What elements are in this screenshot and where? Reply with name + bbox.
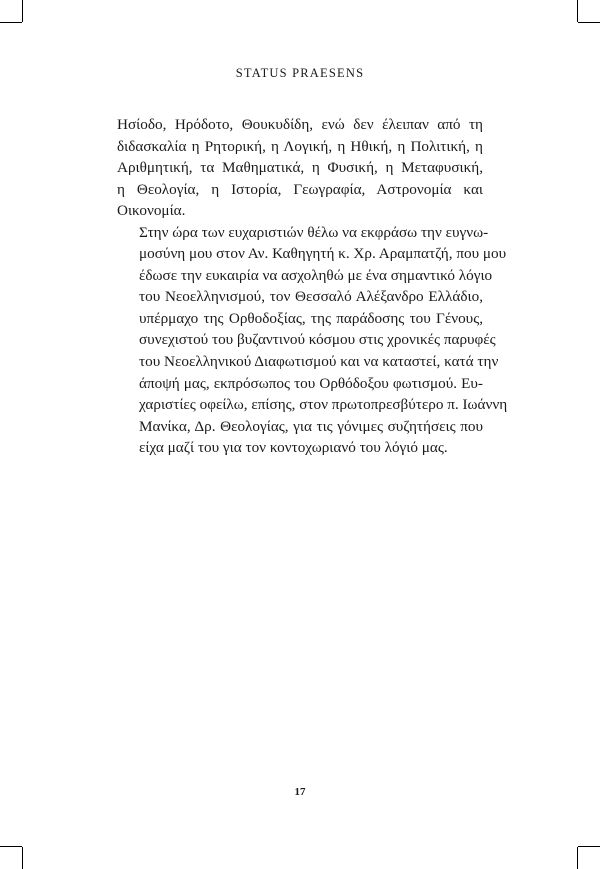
text-line: Ησίοδο, Ηρόδοτο, Θουκυδίδη, ενώ δεν έλειπαν από τη xyxy=(117,116,483,133)
text-line: Στην ώρα των ευχαριστιών θέλω να εκφράσω την ευγνω- xyxy=(139,223,489,241)
crop-mark-top-left-horizontal xyxy=(0,22,22,23)
text-line: του Νεοελληνικού Διαφωτισμού και να καταστεί, κατά την xyxy=(139,353,499,371)
body-text xyxy=(117,114,508,459)
crop-mark-bottom-right-horizontal xyxy=(578,846,600,847)
text-line: διδασκαλία η Ρητορική, η Λογική, η Ηθική, η Πολιτική, η xyxy=(117,137,483,155)
text-line: συνεχιστού του βυζαντινού κόσμου στις χρονικές παρυφές xyxy=(139,331,496,349)
text-line: του Νεοελληνισμού, τον Θεσσαλό Αλέξανδρο Ελλάδιο, xyxy=(139,288,483,306)
crop-mark-bottom-left-horizontal xyxy=(0,846,22,847)
text-line: Μανίκα, Δρ. Θεολογίας, για τις γόνιμες συζητήσεις που xyxy=(139,417,483,435)
text-line: άποψή μας, εκπρόσωπος του Ορθόδοξου φωτισμού. Ευ- xyxy=(139,374,483,392)
text-line: η Θεολογία, η Ιστορία, Γεωγραφία, Αστρονομία και xyxy=(117,180,483,198)
text-line: Οικονομία. xyxy=(117,202,186,220)
text-line: έδωσε την ευκαιρία να ασχοληθώ με ένα σημαντικό λόγιο xyxy=(139,266,493,284)
running-head: STATUS PRAESENS xyxy=(235,66,365,80)
text-line: υπέρμαχο της Ορθοδοξίας, της παράδοσης του Γένους, xyxy=(139,309,483,327)
page-number: 17 xyxy=(294,786,306,798)
text-line: μοσύνη μου στον Αν. Καθηγητή κ. Χρ. Αραμπατζή, που μου xyxy=(139,245,507,263)
text-line: χαριστίες οφείλω, επίσης, στον πρωτοπρεσβύτερο π. Ιωάννη xyxy=(139,396,508,414)
paragraph-2 xyxy=(117,222,508,459)
crop-mark-top-right-vertical xyxy=(577,0,578,22)
paragraph-1 xyxy=(117,114,483,222)
crop-mark-bottom-left-vertical xyxy=(22,847,23,869)
crop-mark-top-left-vertical xyxy=(22,0,23,22)
text-line: είχα μαζί του για τον κοντοχωριανό του λόγιό μας. xyxy=(139,439,448,457)
crop-mark-bottom-right-vertical xyxy=(577,847,578,869)
text-line: Αριθμητική, τα Μαθηματικά, η Φυσική, η Μεταφυσική, xyxy=(117,159,483,177)
crop-mark-top-right-horizontal xyxy=(578,22,600,23)
